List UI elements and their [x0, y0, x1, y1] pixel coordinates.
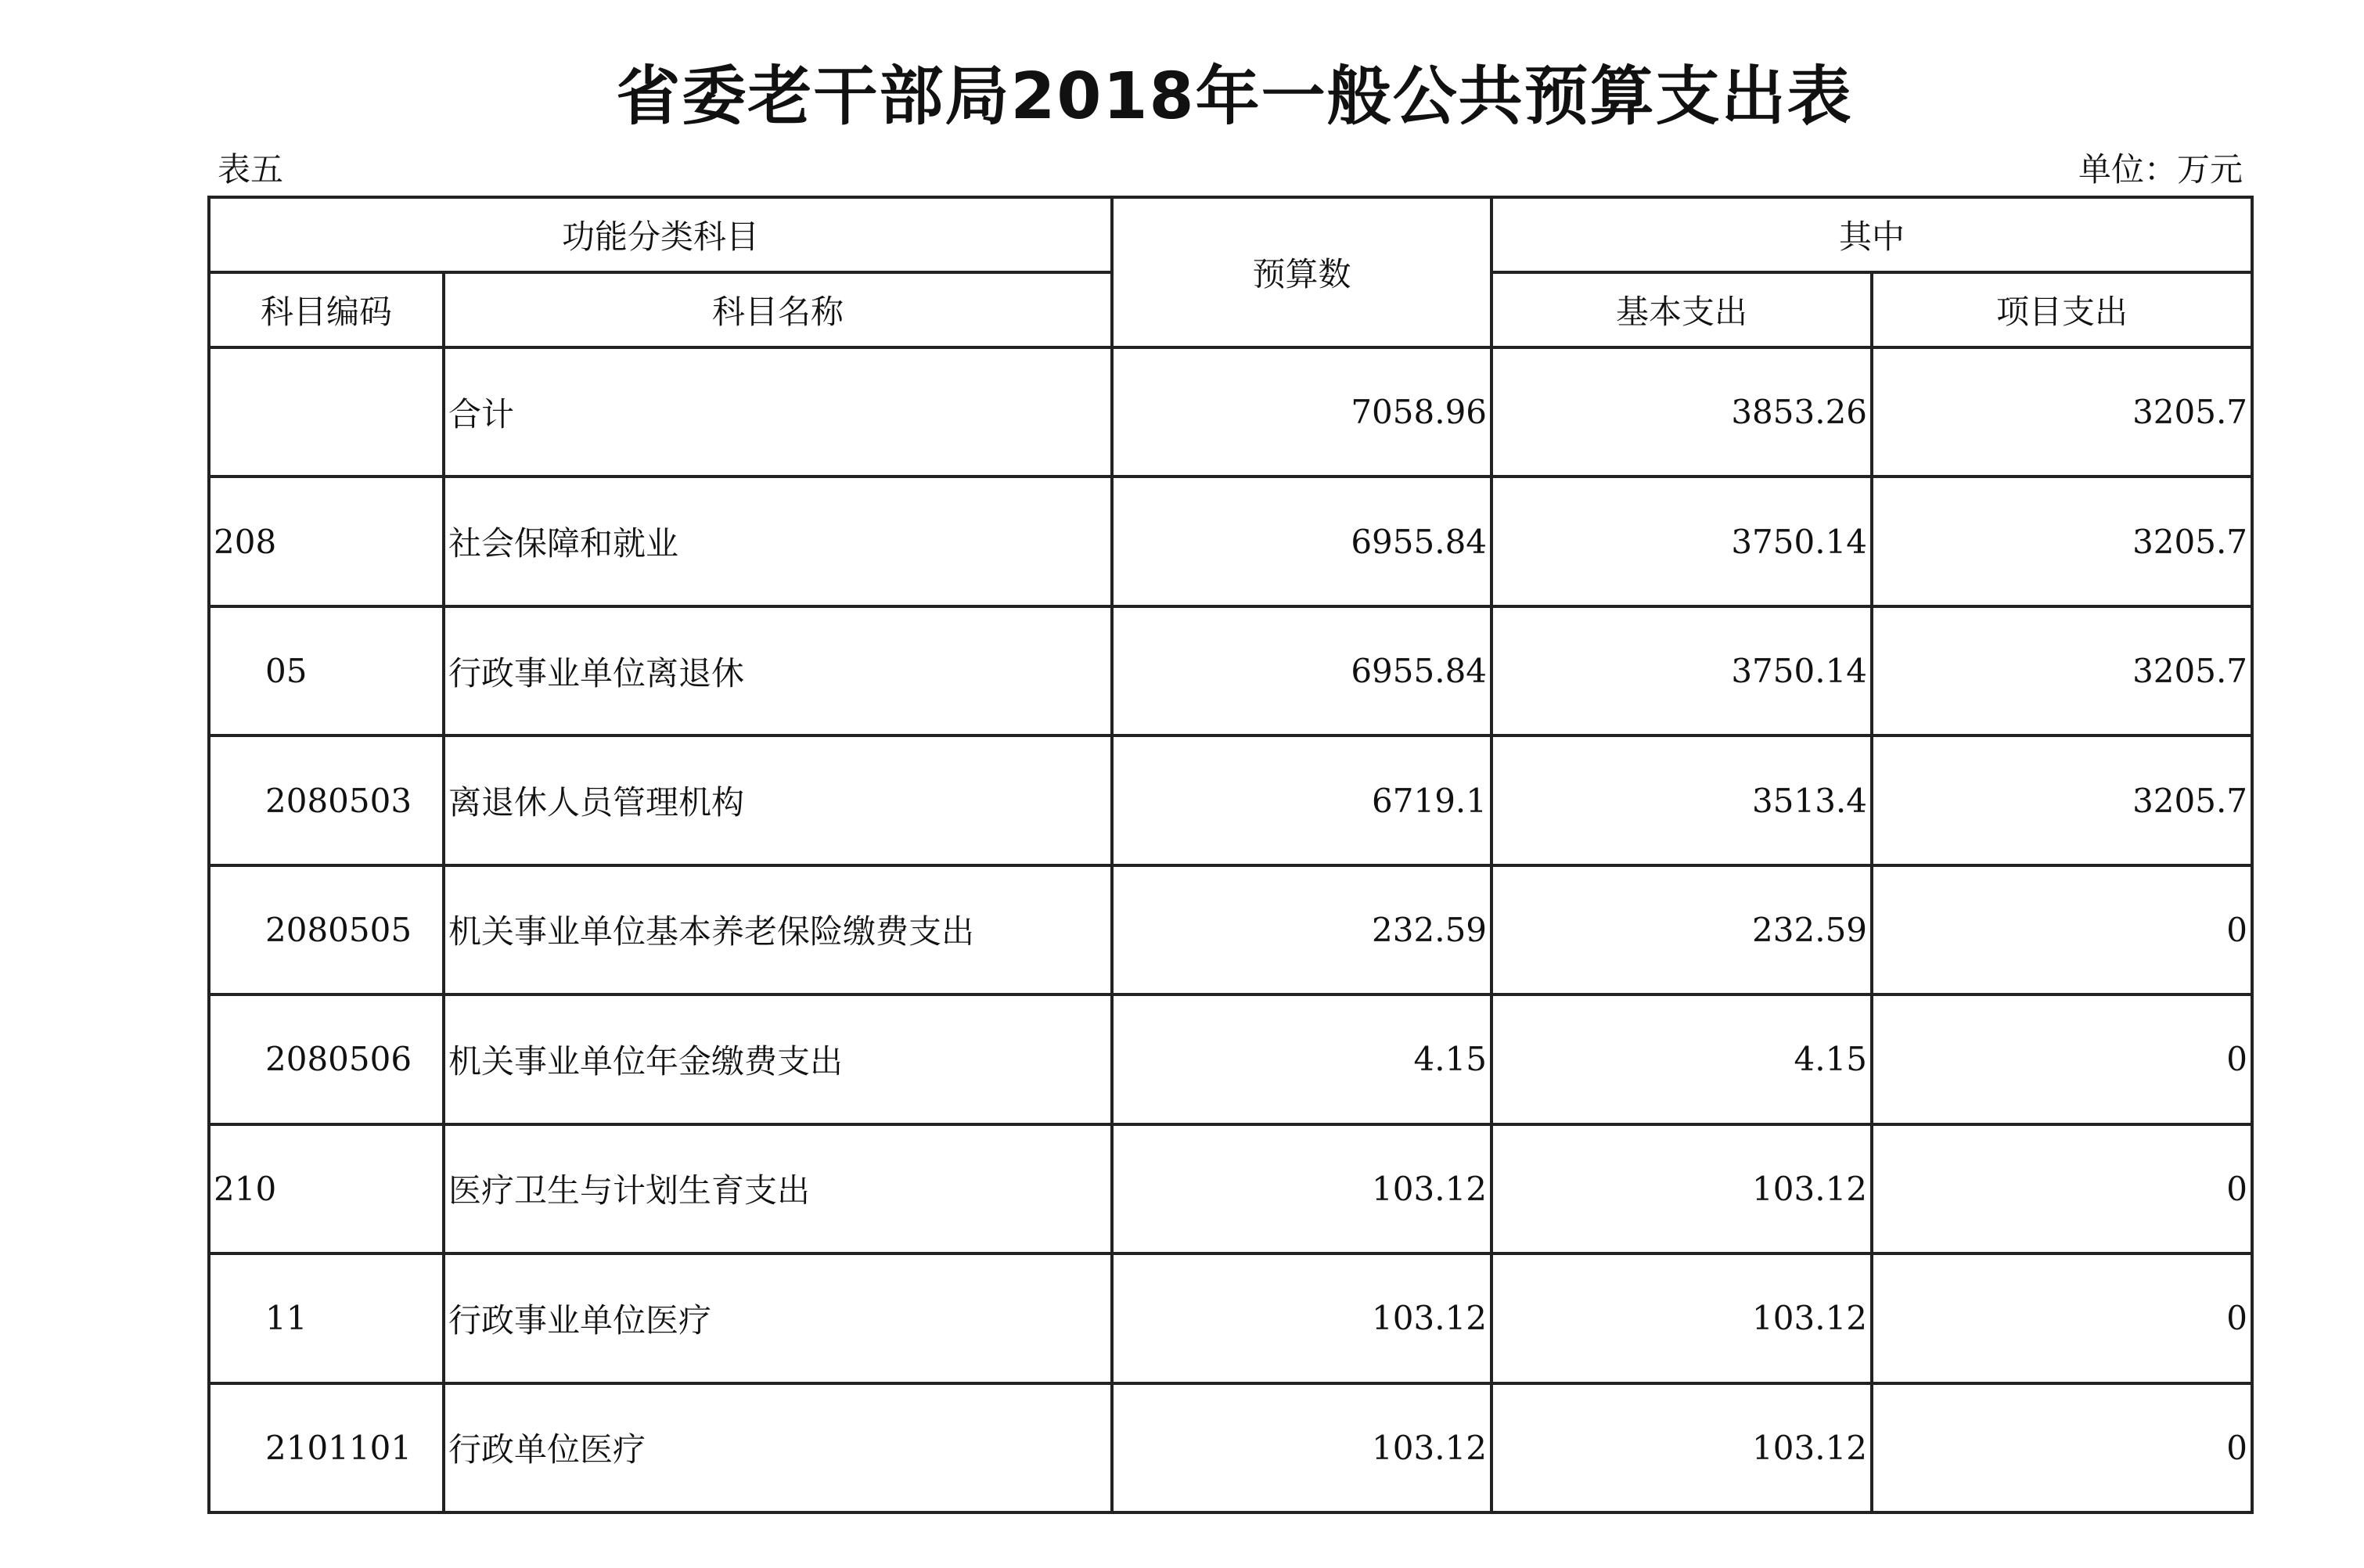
header-name: 科目名称: [444, 272, 1112, 347]
row-project: 0: [1872, 1253, 2252, 1383]
row-budget: 6955.84: [1112, 606, 1491, 735]
row-project: 0: [1872, 994, 2252, 1124]
table-row: [209, 1253, 2252, 1383]
row-basic: 103.12: [1491, 1253, 1872, 1383]
row-budget: 103.12: [1112, 1124, 1491, 1253]
row-name: 行政事业单位离退休: [444, 606, 1112, 735]
row-basic: 103.12: [1491, 1383, 1872, 1513]
row-project: 3205.7: [1872, 477, 2252, 606]
row-code: 2080503: [209, 735, 444, 865]
table-row: [209, 735, 2252, 865]
page-title: 省委老干部局2018年一般公共预算支出表: [616, 59, 1853, 134]
row-code: 11: [209, 1253, 444, 1383]
row-name: 行政单位医疗: [444, 1383, 1112, 1513]
table-row: [209, 606, 2252, 735]
row-project: 3205.7: [1872, 347, 2252, 477]
row-budget: 4.15: [1112, 994, 1491, 1124]
row-project: 3205.7: [1872, 606, 2252, 735]
table-row: [209, 1383, 2252, 1513]
table-body: [209, 347, 2252, 1512]
row-name: 离退休人员管理机构: [444, 735, 1112, 865]
table-row: [209, 347, 2252, 477]
table-row: [209, 477, 2252, 606]
row-code: 05: [209, 606, 444, 735]
row-code: 208: [209, 477, 444, 606]
table-row: [209, 1124, 2252, 1253]
header-function-category: 功能分类科目: [209, 197, 1112, 272]
row-project: 3205.7: [1872, 735, 2252, 865]
row-basic: 232.59: [1491, 865, 1872, 994]
row-basic: 3750.14: [1491, 477, 1872, 606]
row-basic: 4.15: [1491, 994, 1872, 1124]
table-row: [209, 865, 2252, 994]
row-budget: 6719.1: [1112, 735, 1491, 865]
table-row: [209, 994, 2252, 1124]
unit-label: 单位：万元: [2078, 150, 2243, 189]
row-name: 合计: [444, 347, 1112, 477]
header-of-which: 其中: [1491, 197, 2252, 272]
row-code: [209, 347, 444, 477]
row-code: 2080505: [209, 865, 444, 994]
row-name: 机关事业单位年金缴费支出: [444, 994, 1112, 1124]
row-project: 0: [1872, 1124, 2252, 1253]
row-name: 行政事业单位医疗: [444, 1253, 1112, 1383]
row-project: 0: [1872, 865, 2252, 994]
row-budget: 6955.84: [1112, 477, 1491, 606]
row-budget: 232.59: [1112, 865, 1491, 994]
row-name: 医疗卫生与计划生育支出: [444, 1124, 1112, 1253]
row-name: 社会保障和就业: [444, 477, 1112, 606]
row-basic: 3853.26: [1491, 347, 1872, 477]
row-budget: 103.12: [1112, 1383, 1491, 1513]
row-budget: 103.12: [1112, 1253, 1491, 1383]
table-number: 表五: [218, 150, 284, 189]
row-basic: 3750.14: [1491, 606, 1872, 735]
row-basic: 3513.4: [1491, 735, 1872, 865]
header-code: 科目编码: [209, 272, 444, 347]
row-code: 2080506: [209, 994, 444, 1124]
row-project: 0: [1872, 1383, 2252, 1513]
row-code: 2101101: [209, 1383, 444, 1513]
header-basic: 基本支出: [1491, 272, 1872, 347]
budget-table: [207, 196, 2254, 1514]
header-budget: 预算数: [1112, 197, 1491, 347]
row-name: 机关事业单位基本养老保险缴费支出: [444, 865, 1112, 994]
header-project: 项目支出: [1872, 272, 2252, 347]
row-basic: 103.12: [1491, 1124, 1872, 1253]
row-budget: 7058.96: [1112, 347, 1491, 477]
row-code: 210: [209, 1124, 444, 1253]
